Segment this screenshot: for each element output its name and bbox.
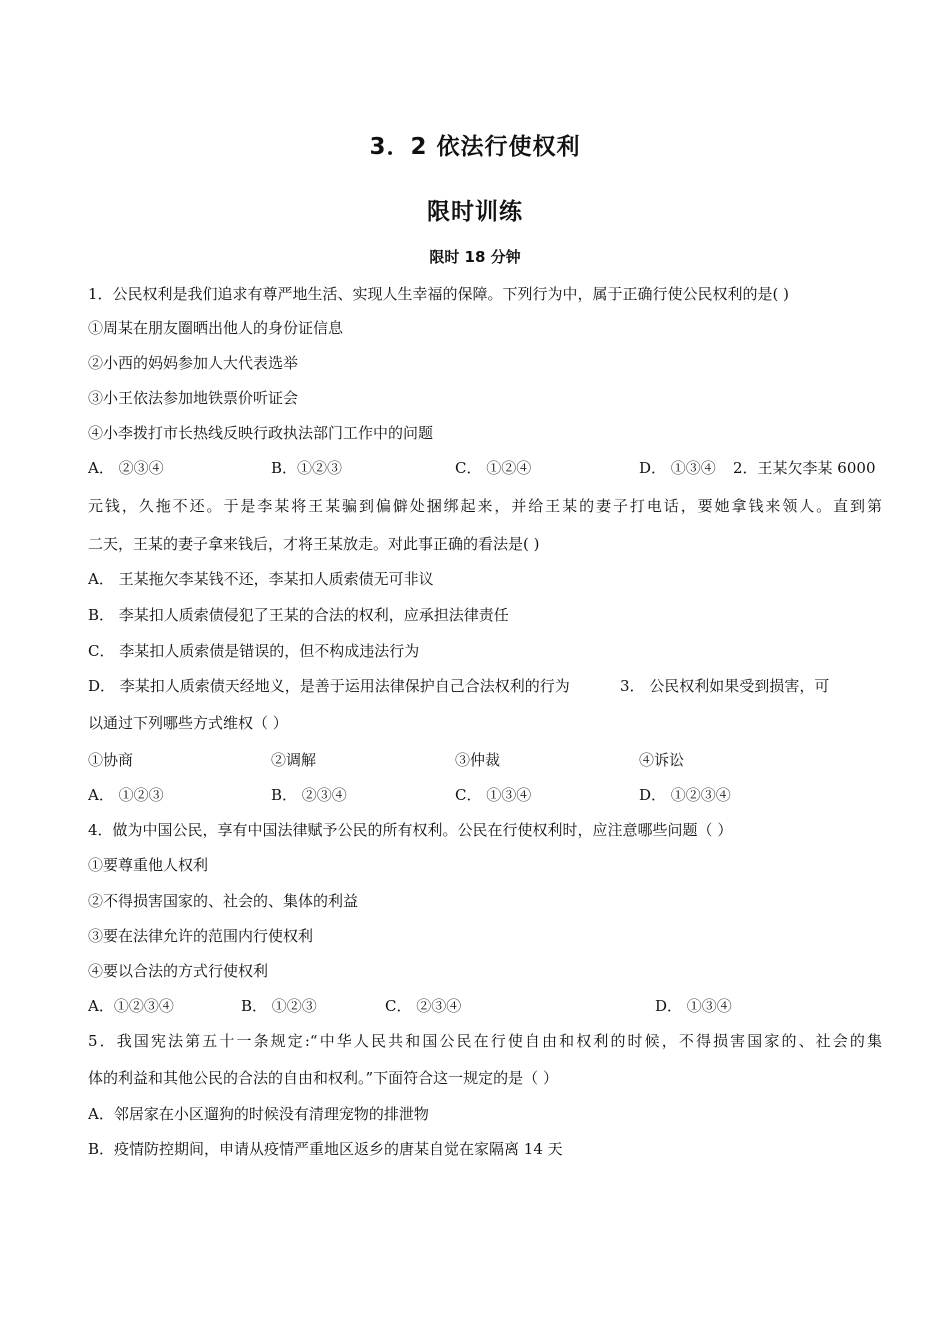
q2-option-d: D． 李某扣人质索债天经地义，是善于运用法律保护自己合法权利的行为 — [88, 677, 570, 695]
q5-option-a: A．邻居家在小区遛狗的时候没有清理宠物的排泄物 — [88, 1105, 429, 1123]
q3-item-2: ②调解 — [271, 751, 317, 769]
q3-option-b: B． ②③④ — [271, 786, 347, 804]
q4-item-2: ②不得损害国家的、社会的、集体的利益 — [88, 892, 359, 910]
q1-item-3: ③小王依法参加地铁票价听证会 — [88, 389, 299, 407]
q4-option-c: C． ②③④ — [385, 997, 462, 1015]
q4-option-b: B． ①②③ — [241, 997, 317, 1015]
q3-stem-start: 3． 公民权利如果受到损害，可 — [620, 677, 830, 695]
q3-option-a: A． ①②③ — [88, 786, 164, 804]
q1-option-d: D． ①③④ — [639, 459, 716, 477]
q2-option-c: C． 李某扣人质索债是错误的，但不构成违法行为 — [88, 642, 420, 660]
q2-option-a: A． 王某拖欠李某钱不还，李某扣人质索债无可非议 — [88, 570, 434, 588]
q2-stem-start: 2．王某欠李某 6000 — [733, 459, 876, 477]
q1-item-1: ①周某在朋友圈晒出他人的身份证信息 — [88, 319, 344, 337]
q3-item-4: ④诉讼 — [639, 751, 685, 769]
q1-item-4: ④小李拨打市长热线反映行政执法部门工作中的问题 — [88, 424, 434, 442]
page-title: 3．2 依法行使权利 — [369, 134, 581, 160]
q2-option-b: B． 李某扣人质索债侵犯了王某的合法的权利，应承担法律责任 — [88, 606, 509, 624]
q2-stem-line-2: 元钱，久拖不还。于是李某将王某骗到偏僻处捆绑起来，并给王某的妻子打电话，要她拿钱来领人。直到第 — [88, 497, 882, 515]
q4-item-1: ①要尊重他人权利 — [88, 856, 209, 874]
q4-stem: 4．做为中国公民，享有中国法律赋予公民的所有权利。公民在行使权利时，应注意哪些问题（ ） — [88, 821, 733, 839]
q1-stem: 1．公民权利是我们追求有尊严地生活、实现人生幸福的保障。下列行为中，属于正确行使公民权利的是( ) — [88, 285, 790, 303]
q4-item-3: ③要在法律允许的范围内行使权利 — [88, 927, 314, 945]
q3-item-3: ③仲裁 — [455, 751, 501, 769]
q3-item-1: ①协商 — [88, 751, 134, 769]
time-limit: 限时 18 分钟 — [429, 248, 521, 266]
section-subtitle: 限时训练 — [427, 199, 523, 225]
q4-item-4: ④要以合法的方式行使权利 — [88, 962, 269, 980]
q1-option-a: A． ②③④ — [88, 459, 164, 477]
q4-option-d: D． ①③④ — [655, 997, 732, 1015]
q1-option-b: B．①②③ — [271, 459, 343, 477]
q4-option-a: A．①②③④ — [88, 997, 174, 1015]
q5-stem-line-2: 体的利益和其他公民的合法的自由和权利。”下面符合这一规定的是（ ） — [88, 1069, 558, 1087]
q3-stem-line-2: 以通过下列哪些方式维权（ ） — [88, 714, 288, 732]
q3-option-c: C． ①③④ — [455, 786, 532, 804]
q5-stem-line-1: 5．我国宪法第五十一条规定:“中华人民共和国公民在行使自由和权利的时候，不得损害国家的、社会的集 — [88, 1032, 882, 1050]
q3-option-d: D． ①②③④ — [639, 786, 731, 804]
q1-item-2: ②小西的妈妈参加人大代表选举 — [88, 354, 299, 372]
q1-option-c: C． ①②④ — [455, 459, 532, 477]
q5-option-b: B．疫情防控期间，申请从疫情严重地区返乡的唐某自觉在家隔离 14 天 — [88, 1140, 563, 1158]
q2-stem-line-3: 二天，王某的妻子拿来钱后，才将王某放走。对此事正确的看法是( ) — [88, 535, 540, 553]
